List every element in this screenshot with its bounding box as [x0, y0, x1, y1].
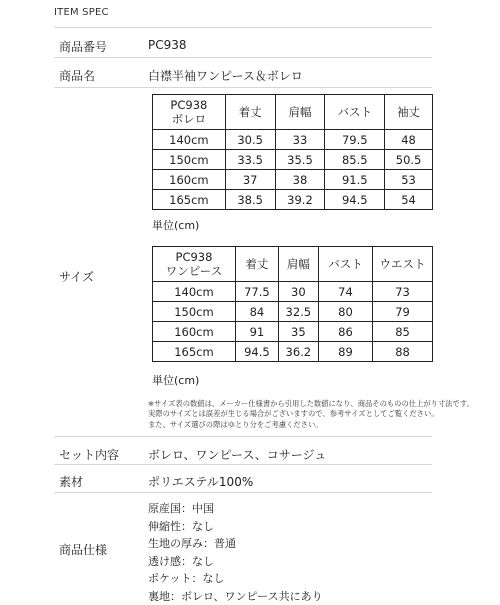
divider — [54, 87, 432, 88]
table-cell: 77.5 — [235, 282, 278, 302]
table-header-cell: バスト — [318, 247, 372, 282]
set-contents-label: セット内容 — [59, 446, 119, 463]
table-row — [153, 150, 433, 170]
table-header-cell: 肩幅 — [275, 95, 325, 130]
table-cell: 91.5 — [325, 170, 385, 190]
product-number-label: 商品番号 — [59, 38, 107, 55]
table-row — [153, 282, 433, 302]
table-cell: 33 — [275, 130, 325, 150]
spec-item: 原産国：中国 — [148, 500, 323, 518]
product-specs-list — [148, 500, 323, 605]
divider — [54, 464, 432, 465]
table-header-cell: バスト — [325, 95, 385, 130]
product-name-label: 商品名 — [59, 67, 95, 84]
material-label: 素材 — [59, 473, 83, 490]
table-cell: 38 — [275, 170, 325, 190]
table-cell: 74 — [318, 282, 372, 302]
table-row-size: 165cm — [153, 190, 226, 210]
table-cell: 39.2 — [275, 190, 325, 210]
table-cell: 85.5 — [325, 150, 385, 170]
divider — [54, 27, 432, 28]
table-cell: 80 — [318, 302, 372, 322]
table-cell: 35.5 — [275, 150, 325, 170]
table-row — [153, 322, 433, 342]
table-header-row — [153, 247, 433, 282]
material-value: ポリエステル100% — [148, 473, 253, 490]
table-row — [153, 190, 433, 210]
table-row — [153, 170, 433, 190]
table-corner-cell — [153, 95, 226, 130]
divider — [54, 492, 432, 493]
table-header-cell: 着丈 — [235, 247, 278, 282]
size-note — [148, 399, 438, 430]
table-cell: 33.5 — [225, 150, 275, 170]
table-cell: 73 — [373, 282, 433, 302]
table-cell: 30 — [278, 282, 318, 302]
table-header-cell: 袖丈 — [385, 95, 433, 130]
table-cell: 85 — [373, 322, 433, 342]
table-cell: 88 — [373, 342, 433, 362]
product-name-value: 白襟半袖ワンピース＆ボレロ — [148, 67, 303, 84]
bolero-size-table — [152, 94, 433, 210]
size-label: サイズ — [59, 268, 94, 285]
dress-size-table — [152, 246, 433, 362]
spec-item: ポケット：なし — [148, 570, 323, 588]
spec-item: 伸縮性：なし — [148, 518, 323, 536]
table-corner-line1: PC938 — [153, 98, 225, 112]
table-corner-line1: PC938 — [153, 250, 235, 264]
table-row-size: 150cm — [153, 150, 226, 170]
table-cell: 84 — [235, 302, 278, 322]
table-header-cell: 着丈 — [225, 95, 275, 130]
table-cell: 89 — [318, 342, 372, 362]
table-row-size: 150cm — [153, 302, 236, 322]
dress-unit-label: 単位(cm) — [152, 372, 199, 388]
table-cell: 30.5 — [225, 130, 275, 150]
table-cell: 91 — [235, 322, 278, 342]
table-row-size: 160cm — [153, 170, 226, 190]
table-row — [153, 302, 433, 322]
table-cell: 32.5 — [278, 302, 318, 322]
table-row — [153, 342, 433, 362]
table-header-cell: 肩幅 — [278, 247, 318, 282]
table-cell: 37 — [225, 170, 275, 190]
spec-item: 裏地：ボレロ、ワンピース共にあり — [148, 588, 323, 605]
table-cell: 50.5 — [385, 150, 433, 170]
table-cell: 94.5 — [325, 190, 385, 210]
table-row — [153, 130, 433, 150]
table-cell: 48 — [385, 130, 433, 150]
table-cell: 79 — [373, 302, 433, 322]
section-header: ITEM SPEC — [54, 7, 109, 18]
table-row-size: 140cm — [153, 282, 236, 302]
divider — [54, 436, 432, 437]
table-header-row — [153, 95, 433, 130]
table-corner-line2: ワンピース — [153, 264, 235, 278]
table-cell: 54 — [385, 190, 433, 210]
divider — [54, 57, 432, 58]
set-contents-value: ボレロ、ワンピース、コサージュ — [148, 446, 326, 463]
table-cell: 86 — [318, 322, 372, 342]
note-line: ※サイズ表の数値は、メーカー仕様書から引用した数値になり、商品そのものの仕上がり寸法です。 — [148, 399, 438, 409]
table-corner-line2: ボレロ — [153, 112, 225, 126]
note-line: 実際のサイズとは誤差が生じる場合がございますので、参考サイズとしてご覧ください。 — [148, 409, 438, 419]
table-row-size: 160cm — [153, 322, 236, 342]
spec-item: 生地の厚み：普通 — [148, 535, 323, 553]
note-line: また、サイズ選びの際はゆとり分をご考慮ください。 — [148, 420, 438, 430]
table-cell: 79.5 — [325, 130, 385, 150]
table-cell: 53 — [385, 170, 433, 190]
spec-item: 透け感：なし — [148, 553, 323, 571]
table-cell: 36.2 — [278, 342, 318, 362]
table-row-size: 165cm — [153, 342, 236, 362]
table-row-size: 140cm — [153, 130, 226, 150]
product-number-value: PC938 — [148, 38, 187, 52]
table-cell: 94.5 — [235, 342, 278, 362]
product-specs-label: 商品仕様 — [59, 541, 107, 558]
table-cell: 38.5 — [225, 190, 275, 210]
bolero-unit-label: 単位(cm) — [152, 217, 199, 233]
table-header-cell: ウエスト — [373, 247, 433, 282]
table-corner-cell — [153, 247, 236, 282]
table-cell: 35 — [278, 322, 318, 342]
